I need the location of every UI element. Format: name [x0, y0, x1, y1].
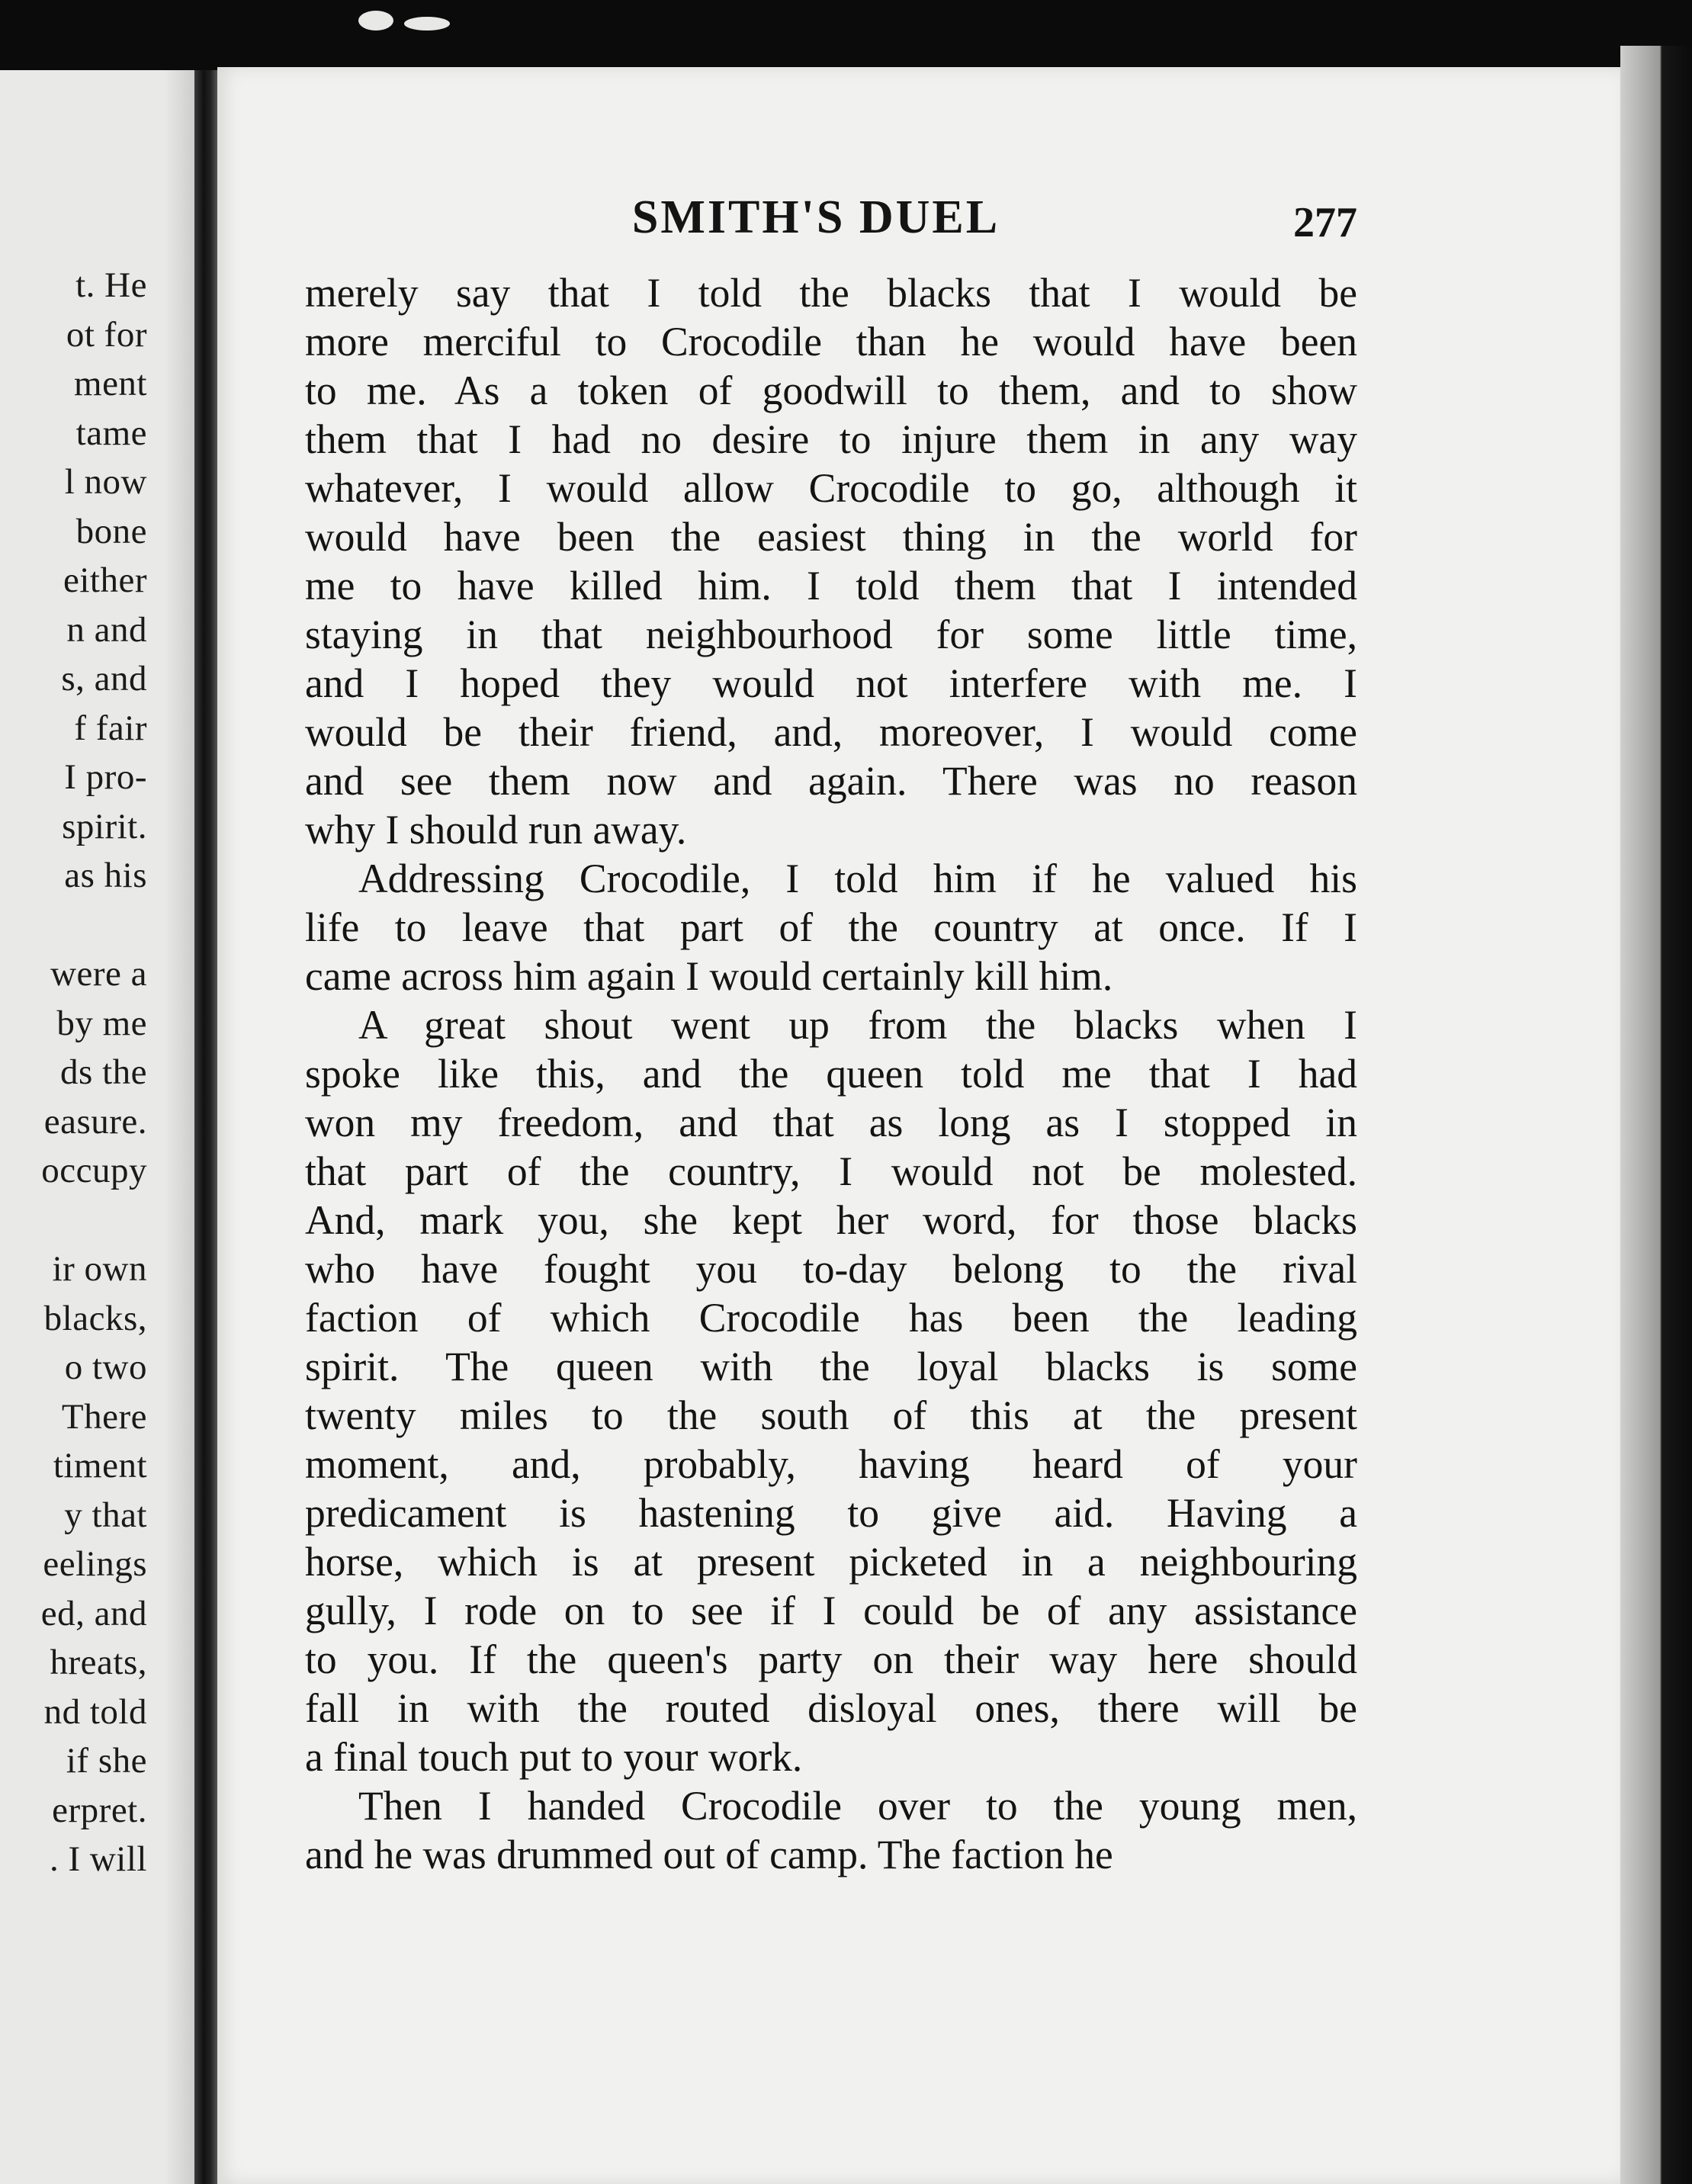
- facing-page-fragment: n and: [66, 609, 147, 650]
- text-line: came across him again I would certainly kill him.: [305, 953, 1113, 999]
- facing-page-fragment: erpret.: [52, 1790, 147, 1830]
- text-line: spoke like this, and the queen told me that I had: [305, 1051, 1357, 1097]
- text-line: faction of which Crocodile has been the leading: [305, 1295, 1357, 1341]
- facing-page-fragment: . I will: [49, 1839, 147, 1879]
- facing-page-fragment: l now: [64, 462, 147, 502]
- text-line: gully, I rode on to see if I could be of any assistance: [305, 1588, 1357, 1633]
- facing-page-fragment: eelings: [43, 1544, 147, 1584]
- facing-page-fragment: blacks,: [43, 1298, 147, 1338]
- text-line: and see them now and again. There was no reason: [305, 758, 1357, 804]
- facing-page-fragment: tame: [75, 413, 147, 453]
- facing-page-fragment: f fair: [74, 708, 147, 748]
- facing-page: [0, 70, 194, 2184]
- facing-page-fragment: easure.: [43, 1101, 147, 1142]
- facing-page-fragment: nd told: [43, 1691, 147, 1732]
- facing-page-fragment: ot for: [66, 314, 147, 355]
- text-line: staying in that neighbourhood for some little time,: [305, 612, 1357, 657]
- facing-page-fragment: ds the: [60, 1052, 147, 1092]
- text-line: Then I handed Crocodile over to the young men,: [358, 1783, 1357, 1829]
- text-line: that part of the country, I would not be molested.: [305, 1148, 1357, 1194]
- facing-page-fragment: spirit.: [62, 806, 147, 846]
- facing-page-fragment: were a: [50, 954, 147, 994]
- facing-page-fragment: bone: [75, 511, 147, 551]
- facing-page-fragment: ir own: [52, 1249, 147, 1289]
- text-line: would be their friend, and, moreover, I would come: [305, 709, 1357, 755]
- text-line: to me. As a token of goodwill to them, and to show: [305, 368, 1357, 413]
- text-line: Addressing Crocodile, I told him if he valued his: [358, 856, 1357, 901]
- facing-page-fragment: y that: [64, 1495, 147, 1535]
- text-line: horse, which is at present picketed in a neighbouring: [305, 1539, 1357, 1585]
- text-line: A great shout went up from the blacks when I: [358, 1002, 1357, 1048]
- text-line: would have been the easiest thing in the world for: [305, 514, 1357, 560]
- text-line: twenty miles to the south of this at the present: [305, 1392, 1357, 1438]
- text-line: whatever, I would allow Crocodile to go, although it: [305, 465, 1357, 511]
- text-line: fall in with the routed disloyal ones, there will be: [305, 1685, 1357, 1731]
- facing-page-gutter-shadow: [164, 70, 194, 2184]
- facing-page-fragment: either: [63, 560, 147, 600]
- text-line: them that I had no desire to injure them in any way: [305, 416, 1357, 462]
- page-edge: [1620, 46, 1692, 2184]
- scan-speck: [404, 17, 450, 31]
- text-line: spirit. The queen with the loyal blacks is some: [305, 1344, 1357, 1389]
- book-spine-gutter: [194, 70, 217, 2184]
- text-line: to you. If the queen's party on their way here should: [305, 1636, 1357, 1682]
- facing-page-fragment: if she: [66, 1741, 147, 1781]
- text-line: predicament is hastening to give aid. Having a: [305, 1490, 1357, 1536]
- facing-page-fragment: t. He: [75, 265, 147, 305]
- text-line: won my freedom, and that as long as I stopped in: [305, 1100, 1357, 1145]
- facing-page-fragment: as his: [64, 856, 147, 895]
- text-line: And, mark you, she kept her word, for those blacks: [305, 1197, 1357, 1243]
- text-line: and he was drummed out of camp. The faction he: [305, 1832, 1113, 1877]
- text-line: moment, and, probably, having heard of your: [305, 1441, 1357, 1487]
- facing-page-fragment: o two: [64, 1347, 147, 1387]
- facing-page-fragment: There: [61, 1396, 147, 1437]
- page-number: 277: [1293, 199, 1357, 246]
- text-line: more merciful to Crocodile than he would have been: [305, 319, 1357, 365]
- facing-page-fragment: I pro-: [64, 757, 147, 797]
- text-line: merely say that I told the blacks that I would be: [305, 270, 1357, 316]
- text-line: a final touch put to your work.: [305, 1734, 803, 1780]
- text-line: why I should run away.: [305, 807, 687, 853]
- facing-page-fragment: hreats,: [50, 1643, 147, 1682]
- facing-page-fragment: ed, and: [40, 1593, 147, 1633]
- facing-page-fragment: occupy: [41, 1151, 147, 1190]
- text-line: and I hoped they would not interfere with me. I: [305, 660, 1357, 706]
- scan-speck: [358, 11, 393, 31]
- facing-page-fragment: by me: [56, 1003, 147, 1043]
- running-head: SMITH'S DUEL: [631, 191, 1000, 243]
- text-line: me to have killed him. I told them that I intended: [305, 563, 1357, 609]
- facing-page-fragment: ment: [74, 364, 147, 403]
- text-line: who have fought you to-day belong to the rival: [305, 1246, 1357, 1292]
- facing-page-fragment: timent: [53, 1446, 147, 1485]
- facing-page-fragment: s, and: [61, 659, 147, 699]
- text-line: life to leave that part of the country at once. If I: [305, 904, 1357, 950]
